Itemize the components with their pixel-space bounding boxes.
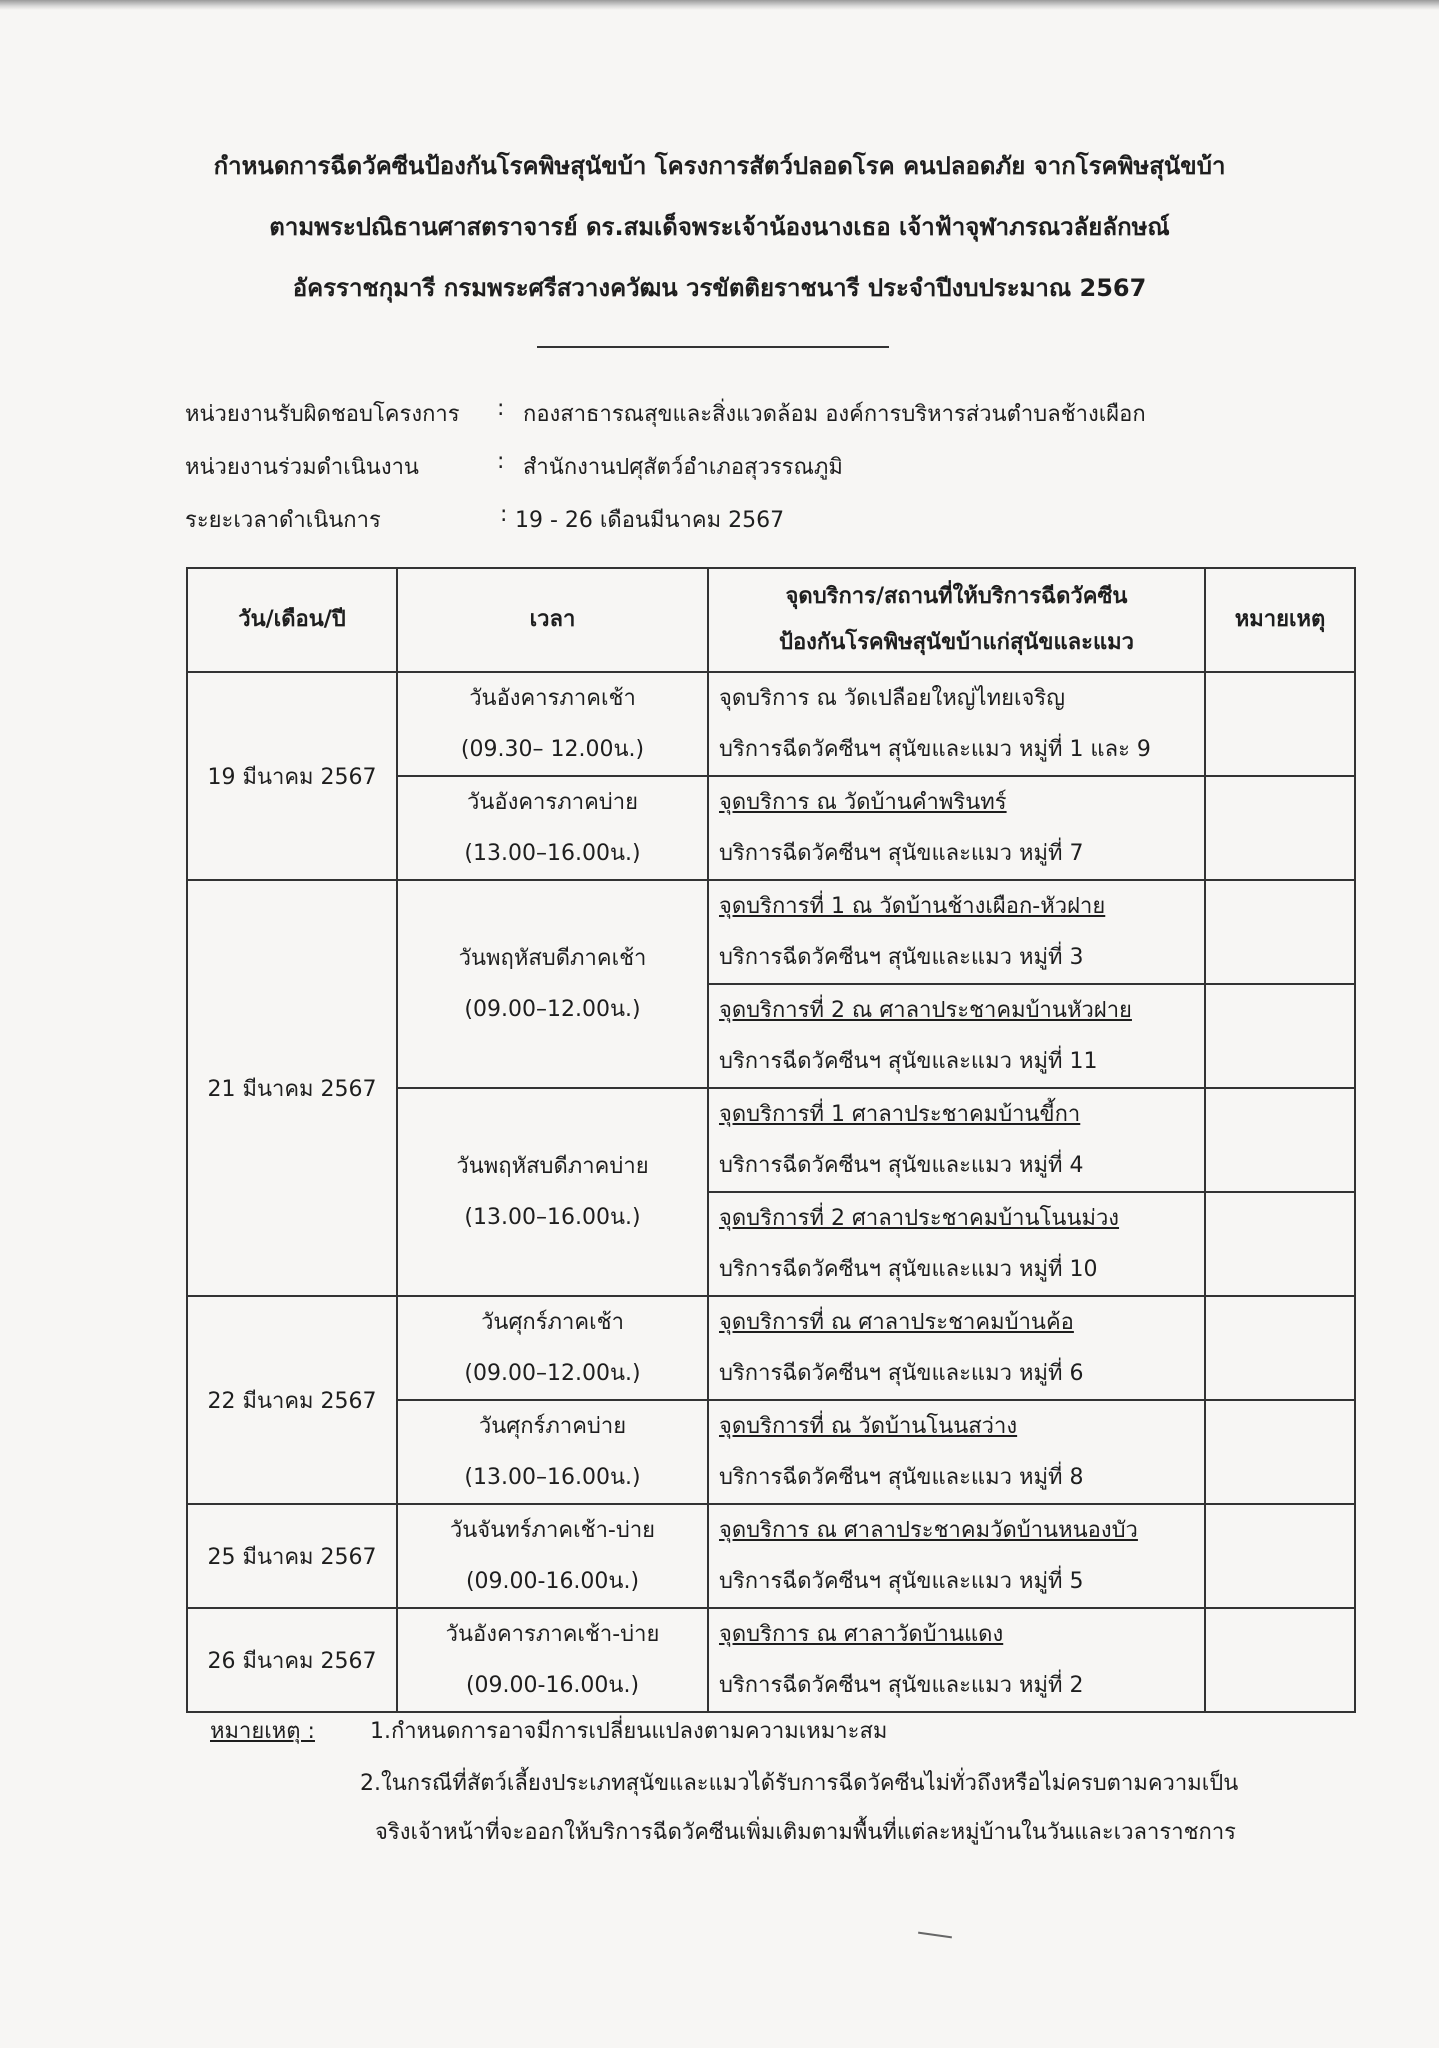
location-cell: [708, 776, 1205, 880]
header-location-line-2: ป้องกันโรคพิษสุนัขบ้าแก่สุนัขและแมว: [779, 630, 1134, 655]
header-location-line-1: จุดบริการ/สถานที่ให้บริการฉีดวัคซีน: [785, 584, 1128, 609]
note-cell: [1205, 672, 1355, 776]
table-row: [187, 880, 1355, 984]
location-cell: [708, 984, 1205, 1088]
info-separator: :: [497, 449, 505, 474]
location-place: จุดบริการที่ 2 ณ ศาลาประชาคมบ้านหัวฝาย: [719, 998, 1132, 1023]
time-range: (13.00–16.00น.): [464, 1205, 641, 1230]
time-range: (13.00–16.00น.): [464, 1465, 641, 1490]
time-day: วันอังคารภาคบ่าย: [466, 790, 638, 815]
time-cell: [397, 1504, 708, 1608]
info-value: 19 - 26 เดือนมีนาคม 2567: [515, 508, 785, 533]
remark-item-2-line-1: 2.ในกรณีที่สัตว์เลี้ยงประเภทสุนัขและแมวได้รับการฉีดวัคซีนไม่ทั่วถึงหรือไม่ครบตามความเป็น: [360, 1771, 1239, 1796]
location-place: จุดบริการที่ ณ วัดบ้านโนนสว่าง: [719, 1414, 1018, 1439]
note-cell: [1205, 1296, 1355, 1400]
table-row: [187, 672, 1355, 776]
date-cell: 25 มีนาคม 2567: [187, 1504, 397, 1608]
header-location: [708, 568, 1205, 672]
time-range: (13.00–16.00น.): [464, 841, 641, 866]
location-service: บริการฉีดวัคซีนฯ สุนัขและแมว หมู่ที่ 5: [719, 1569, 1084, 1594]
location-service: บริการฉีดวัคซีนฯ สุนัขและแมว หมู่ที่ 4: [719, 1153, 1084, 1178]
time-cell: [397, 1608, 708, 1712]
info-separator: :: [497, 396, 505, 421]
date-cell: 22 มีนาคม 2567: [187, 1296, 397, 1504]
time-range: (09.30– 12.00น.): [460, 737, 645, 762]
info-value: สำนักงานปศุสัตว์อำเภอสุวรรณภูมิ: [523, 455, 843, 480]
location-cell: [708, 1400, 1205, 1504]
time-cell: [397, 1400, 708, 1504]
location-place: จุดบริการที่ 1 ศาลาประชาคมบ้านขี้กา: [719, 1102, 1081, 1127]
location-place: จุดบริการ ณ วัดเปลือยใหญ่ไทยเจริญ: [719, 686, 1065, 711]
remark-item-1: 1.กำหนดการอาจมีการเปลี่ยนแปลงตามความเหมาะสม: [370, 1719, 888, 1744]
location-service: บริการฉีดวัคซีนฯ สุนัขและแมว หมู่ที่ 11: [719, 1049, 1098, 1074]
time-range: (09.00–12.00น.): [464, 1361, 641, 1386]
scan-edge: [0, 0, 1439, 10]
note-cell: [1205, 880, 1355, 984]
time-range: (09.00-16.00น.): [465, 1673, 640, 1698]
time-range: (09.00-16.00น.): [465, 1569, 640, 1594]
location-service: บริการฉีดวัคซีนฯ สุนัขและแมว หมู่ที่ 10: [719, 1257, 1098, 1282]
time-day: วันจันทร์ภาคเช้า-บ่าย: [449, 1518, 656, 1543]
location-cell: [708, 1296, 1205, 1400]
location-place: จุดบริการ ณ วัดบ้านคำพรินทร์: [719, 790, 1007, 815]
date-cell: 26 มีนาคม 2567: [187, 1608, 397, 1712]
note-cell: [1205, 984, 1355, 1088]
time-cell: [397, 672, 708, 776]
note-cell: [1205, 1504, 1355, 1608]
note-cell: [1205, 1192, 1355, 1296]
time-cell: [397, 776, 708, 880]
info-label: หน่วยงานรับผิดชอบโครงการ: [185, 402, 460, 427]
title-line-1: กำหนดการฉีดวัคซีนป้องกันโรคพิษสุนัขบ้า โครงการสัตว์ปลอดโรค คนปลอดภัย จากโรคพิษสุนัขบ้า: [213, 152, 1226, 180]
header-date: วัน/เดือน/ปี: [187, 568, 397, 672]
time-day: วันศุกร์ภาคบ่าย: [478, 1414, 627, 1439]
info-label: หน่วยงานร่วมดำเนินงาน: [185, 455, 419, 480]
location-service: บริการฉีดวัคซีนฯ สุนัขและแมว หมู่ที่ 7: [719, 841, 1084, 866]
note-cell: [1205, 1088, 1355, 1192]
date-cell: 21 มีนาคม 2567: [187, 880, 397, 1296]
location-cell: [708, 1192, 1205, 1296]
note-cell: [1205, 1400, 1355, 1504]
table-header-row: [187, 568, 1355, 672]
location-service: บริการฉีดวัคซีนฯ สุนัขและแมว หมู่ที่ 3: [719, 945, 1084, 970]
location-place: จุดบริการ ณ ศาลาประชาคมวัดบ้านหนองบัว: [719, 1518, 1138, 1543]
note-cell: [1205, 776, 1355, 880]
info-value: กองสาธารณสุขและสิ่งแวดล้อม องค์การบริหารส่วนตำบลช้างเผือก: [523, 402, 1146, 427]
time-range: (09.00–12.00น.): [464, 997, 641, 1022]
location-place: จุดบริการที่ 1 ณ วัดบ้านช้างเผือก-หัวฝาย: [719, 894, 1106, 919]
remarks-label: หมายเหตุ :: [210, 1719, 315, 1744]
location-place: จุดบริการ ณ ศาลาวัดบ้านแดง: [719, 1622, 1004, 1647]
location-service: บริการฉีดวัคซีนฯ สุนัขและแมว หมู่ที่ 8: [719, 1465, 1084, 1490]
table-row: [187, 1296, 1355, 1400]
header-note: หมายเหตุ: [1205, 568, 1355, 672]
table-row: [187, 1504, 1355, 1608]
time-day: วันอังคารภาคเช้า-บ่าย: [445, 1622, 660, 1647]
title-line-3: อัครราชกุมารี กรมพระศรีสวางควัฒน วรขัตติยราชนารี ประจำปีงบประมาณ 2567: [292, 274, 1147, 302]
time-day: วันศุกร์ภาคเช้า: [481, 1310, 624, 1335]
location-cell: [708, 1608, 1205, 1712]
time-cell: [397, 1296, 708, 1400]
vaccination-schedule-table: [186, 567, 1356, 1713]
time-cell: [397, 1088, 708, 1296]
location-cell: [708, 672, 1205, 776]
title-divider: [537, 346, 889, 348]
location-cell: [708, 1504, 1205, 1608]
time-day: วันพฤหัสบดีภาคบ่าย: [456, 1154, 649, 1179]
pen-mark: [918, 1932, 952, 1939]
date-cell: 19 มีนาคม 2567: [187, 672, 397, 880]
location-place: จุดบริการที่ ณ ศาลาประชาคมบ้านค้อ: [719, 1310, 1074, 1335]
info-label: ระยะเวลาดำเนินการ: [185, 508, 381, 533]
location-service: บริการฉีดวัคซีนฯ สุนัขและแมว หมู่ที่ 6: [719, 1361, 1084, 1386]
location-service: บริการฉีดวัคซีนฯ สุนัขและแมว หมู่ที่ 1 และ 9: [719, 737, 1151, 762]
location-service: บริการฉีดวัคซีนฯ สุนัขและแมว หมู่ที่ 2: [719, 1673, 1084, 1698]
location-place: จุดบริการที่ 2 ศาลาประชาคมบ้านโนนม่วง: [719, 1206, 1120, 1231]
table-row: [187, 1608, 1355, 1712]
title-line-2: ตามพระปณิธานศาสตราจารย์ ดร.สมเด็จพระเจ้าน้องนางเธอ เจ้าฟ้าจุฬาภรณวลัยลักษณ์: [269, 213, 1170, 241]
header-time: เวลา: [397, 568, 708, 672]
location-cell: [708, 880, 1205, 984]
location-cell: [708, 1088, 1205, 1192]
time-day: วันพฤหัสบดีภาคเช้า: [458, 946, 647, 971]
time-cell: [397, 880, 708, 1088]
note-cell: [1205, 1608, 1355, 1712]
info-separator: :: [500, 502, 508, 527]
remark-item-2-line-2: จริงเจ้าหน้าที่จะออกให้บริการฉีดวัคซีนเพิ่มเติมตามพื้นที่แต่ละหมู่บ้านในวันและเวลาราชการ: [375, 1820, 1236, 1845]
time-day: วันอังคารภาคเช้า: [469, 686, 636, 711]
